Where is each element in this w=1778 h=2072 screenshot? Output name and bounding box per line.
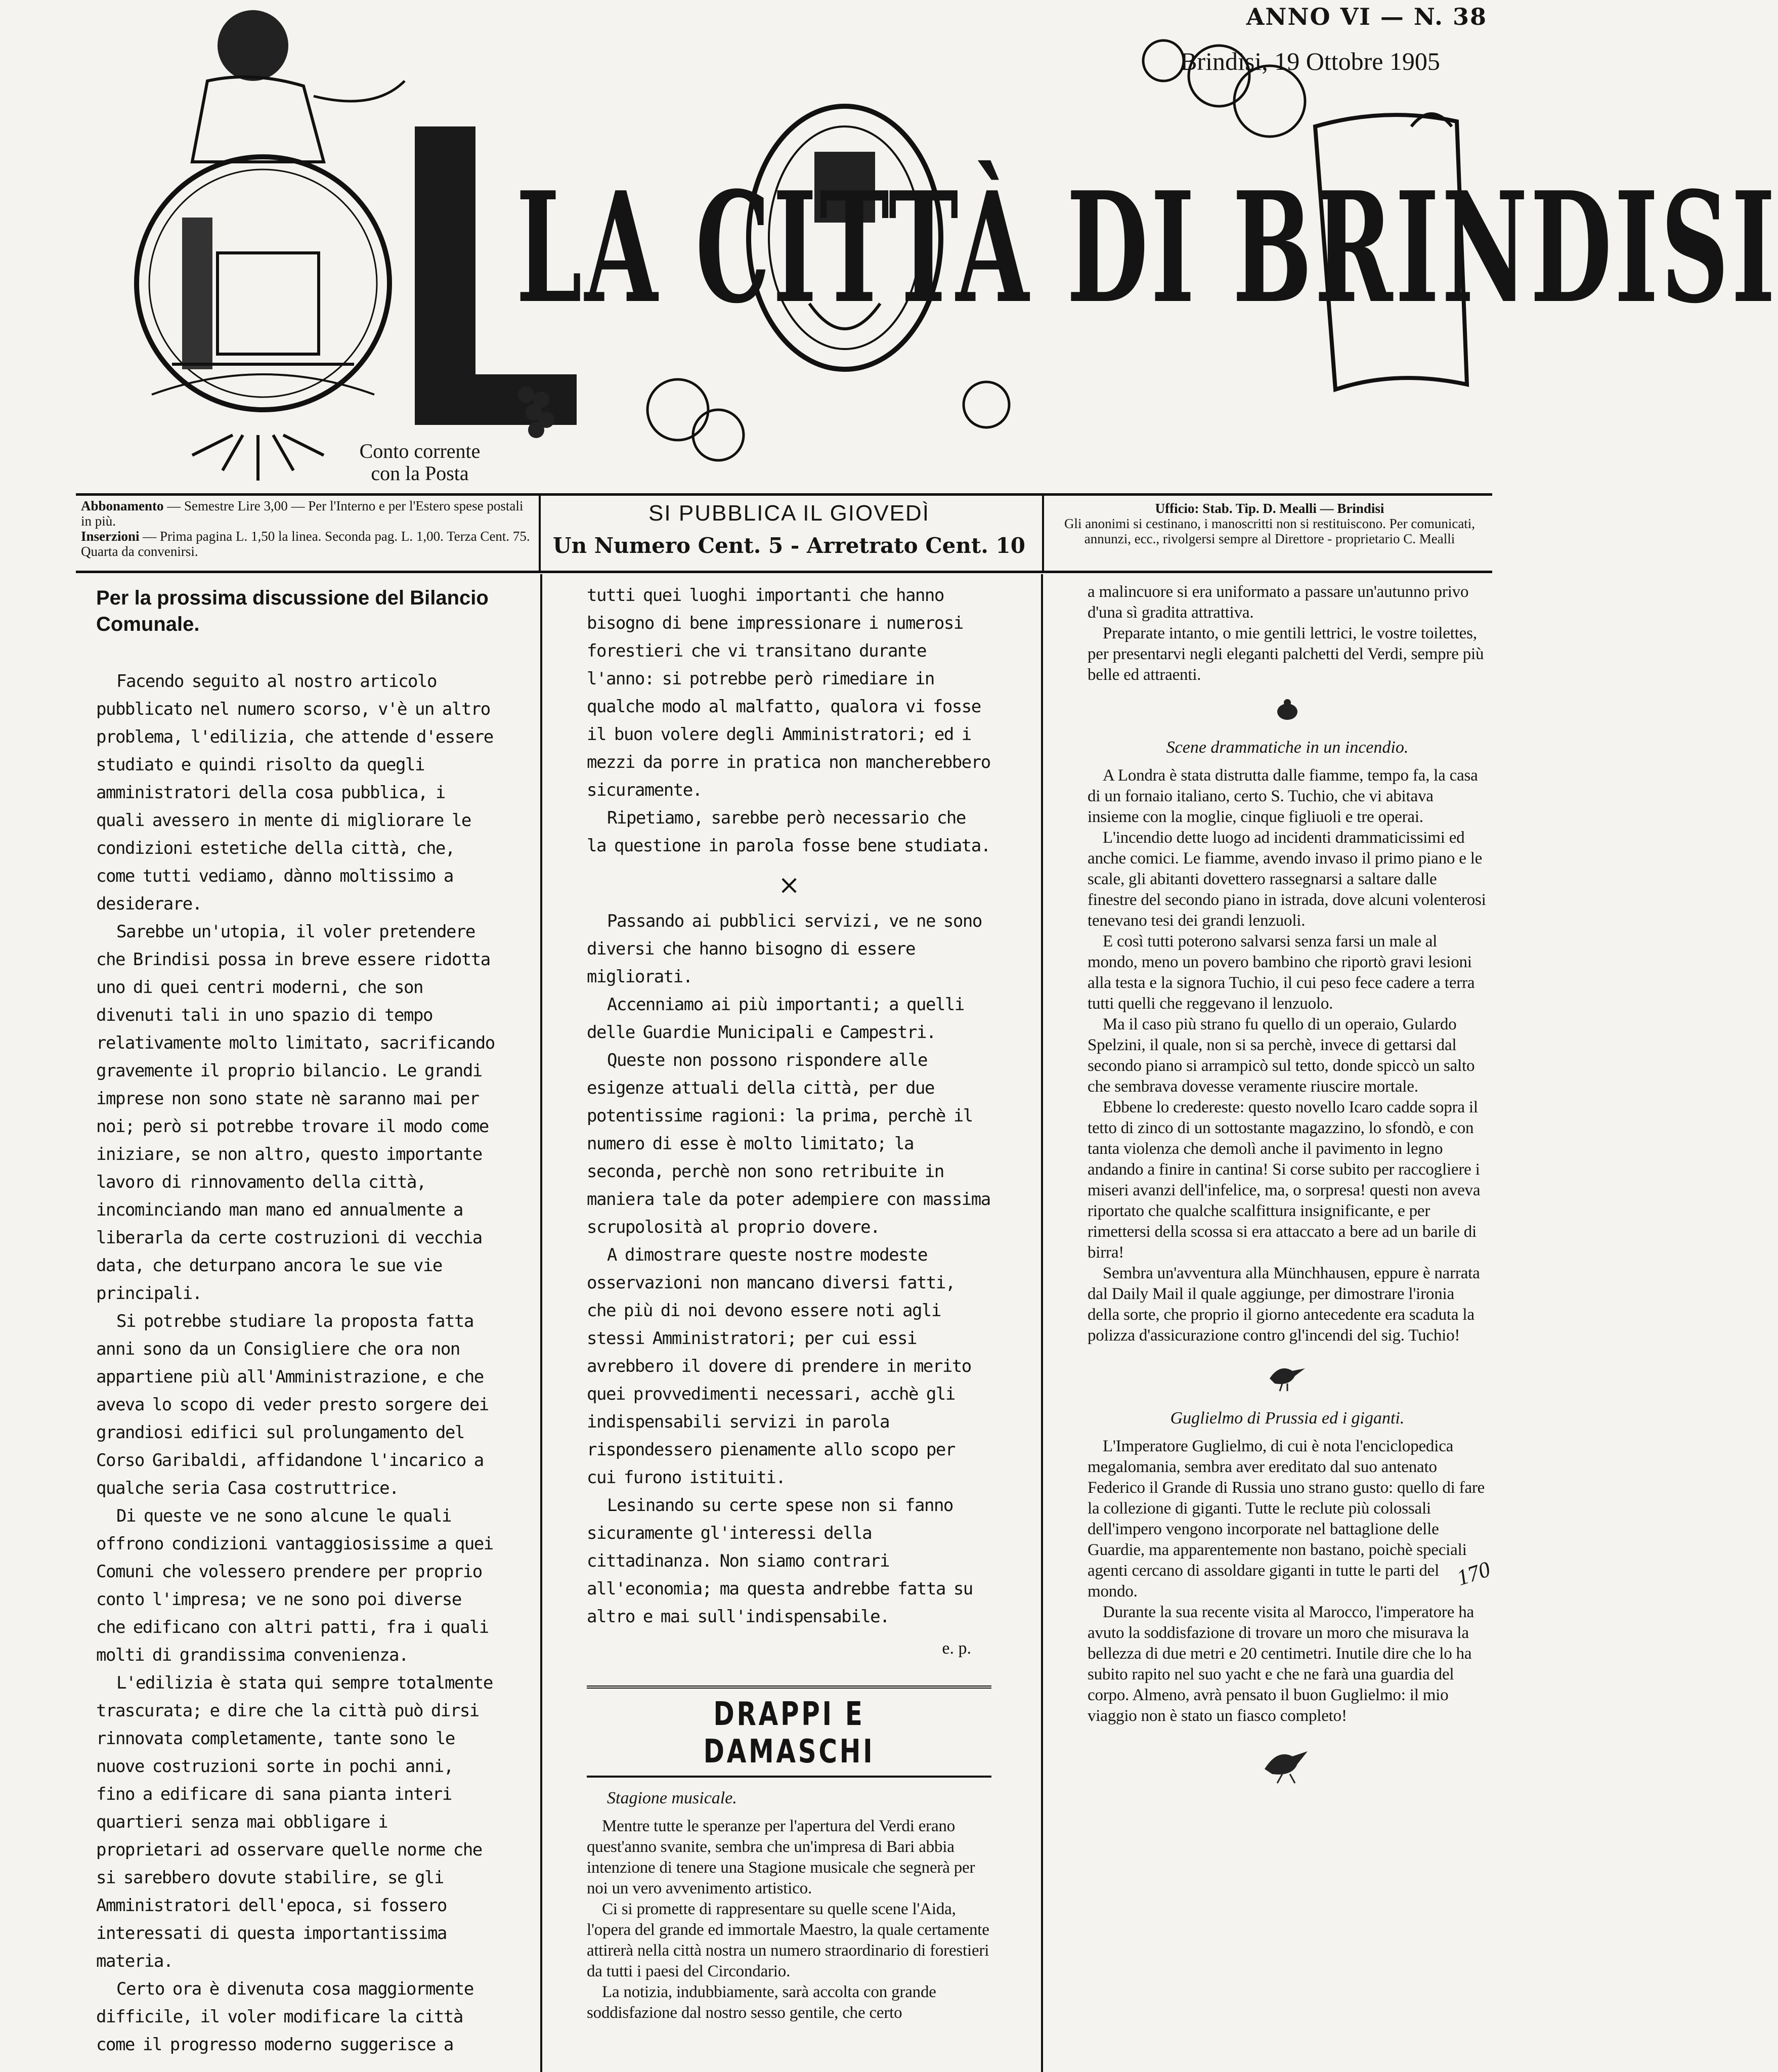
column-2 [587,582,991,2023]
bird-ornament-icon [1088,1358,1487,1396]
column-1 [96,582,496,2059]
section-heading: Guglielmo di Prussia ed i giganti. [1170,1409,1405,1428]
article-paragraph: Durante la sua recente visita al Marocco, l'imperatore ha avuto la soddisfazione di trovare un moro che misurava la bellezza di due metri e 20 centimetri. Inutile dire che lo ha subito rapito nel suo yacht e che ne farà una guardia del corpo. Almeno, avrà pensato il buon Guglielmo: il mio viaggio non è stato un fiasco completo! [1088,1603,1474,1725]
office-line: Ufficio: Stab. Tip. D. Mealli — Brindisi [1155,501,1384,516]
column-3 [1088,582,1487,1798]
section-heading: Scene drammatiche in un incendio. [1166,738,1409,757]
article-paragraph: Lesinando su certe spese non si fanno sicuramente gl'interessi della cittadinanza. Non siamo contrari all'economia; ma questa andrebbe fatta su altro e mai sull'indispensabile. [587,1495,973,1627]
article-paragraph: Di queste ve ne sono alcune le quali offrono condizioni vantaggiosissime a quei Comuni che volessero prendere per proprio conto l'impresa; ve ne sono poi diverse che edificano con altri patti, fra i quali molti di grandissima convenienza. [96,1506,493,1665]
article-paragraph: Ci si promette di rappresentare su quelle scene l'Aida, l'opera del grande ed immortale Maestro, la quale certamente attirerà nella città nostra un numero straordinario di forestieri da tutti i paesi del Circondario. [587,1900,989,1980]
info-divider-left [539,496,541,572]
insertions-text: — Prima pagina L. 1,50 la linea. Seconda pag. L. 1,00. Terza Cent. 75. Quarta da convenirsi. [81,529,530,559]
rubric-title: DRAPPI E DAMASCHI [703,1696,875,1771]
allegorical-figure [192,10,405,162]
subscription-label: Abbonamento [81,498,164,513]
column-rule-2 [1041,574,1043,2072]
article-paragraph: a malincuore si era uniformato a passare un'autunno privo d'una sì gradita attrattiva. [1088,583,1469,622]
newspaper-title: LA CITTÀ DI BRINDISI [516,158,1778,337]
subscription-info [81,498,536,559]
article-paragraph: La notizia, indubbiamente, sarà accolta con grande soddisfazione dal nostro sesso gentile, che certo [587,1983,936,2022]
subscription-text: — Semestre Lire 3,00 — Per l'Interno e per l'Estero spese postali in più. [81,498,524,529]
bottom-rule [76,571,1492,573]
price-line: Un Numero Cent. 5 - Arretrato Cent. 10 [553,533,1025,558]
article-paragraph: L'incendio dette luogo ad incidenti drammaticissimi ed anche comici. Le fiamme, avendo invaso il primo piano e le scale, gli abitanti dovettero rassegnarsi a saltare dalle finestre del secondo piano in istrada, dove alcuni volenterosi tenevano tesi dei grandi lenzuoli. [1088,829,1486,930]
article-paragraph: Sembra un'avventura alla Münchhausen, eppure è narrata dal Daily Mail il quale aggiunge, per dimostrare l'ironia della sorte, che proprio il giorno antecedente era scaduta la polizza d'assicurazione contro gl'incendi del sig. Tuchio! [1088,1264,1480,1345]
editorial-notice: Gli anonimi si cestinano, i manoscritti non si restituiscono. Per comunicati, annunzi, ecc., rivolgersi sempre al Direttore - proprietario C. Mealli [1064,516,1476,546]
info-divider-right [1042,496,1044,572]
article-paragraph: Preparate intanto, o mie gentili lettrici, le vostre toilettes, per presentarvi negli eleganti palchetti del Verdi, sempre più belle ed attraenti. [1088,624,1484,684]
article-paragraph: Passando ai pubblici servizi, ve ne sono diversi che hanno bisogno di essere migliorati. [587,911,982,987]
article-paragraph: E così tutti poterono salvarsi senza farsi un male al mondo, meno un povero bambino che riportò gravi lesioni alla testa e la signora Tuchio, il cui peso fece cadere a terra tutti quelli che reggevano il lenzuolo. [1088,932,1475,1013]
separator-mark: × [778,870,800,900]
article-paragraph: Ebbene lo credereste: questo novello Icaro cadde sopra il tetto di zinco di un sottostante magazzino, lo sfondò, e con tanta violenza che demolì anche il pavimento in legno andando a finire in cantina! Si corse subito per raccogliere i miseri avanzi dell'infelice, ma, o sorpresa! questi non aveva riportato che qualche scalfittura insignificante, e per rimettersi della scossa si era attaccato a bere ad un barile di birra! [1088,1098,1481,1262]
article-paragraph: Facendo seguito al nostro articolo pubblicato nel numero scorso, v'è un altro problema, l'edilizia, che attende d'essere studiato e quindi risolto da quegli amministratori della cosa pubblica, i quali avessero in mente di migliorare le condizioni estetiche della città, che, come tutti vediamo, dànno moltissimo a desiderare. [96,671,493,914]
publication-day: SI PUBBLICA IL GIOVEDÌ [648,501,930,526]
article-paragraph: Certo ora è divenuta cosa maggiormente difficile, il voler modificare la città come il progresso moderno suggerisce a [96,1979,473,2055]
rubric-header [587,1686,991,1778]
article-paragraph: Queste non possono rispondere alle esigenze attuali della città, per due potentissime ragioni: la prima, perchè il numero di esse è molto limitato; la seconda, perchè non sono retribuite in maniera tale da poter adempiere con massima scrupolosità al proprio dovere. [587,1050,990,1237]
office-info [1052,501,1487,546]
insertions-label: Inserzioni [81,529,140,544]
medallion-emblem [137,157,389,410]
article-title: Per la prossima discussione del Bilancio Comunale. [96,587,489,635]
article-paragraph: Ripetiamo, sarebbe però necessario che la questione in parola fosse bene studiata. [587,808,990,856]
article-paragraph: Si potrebbe studiare la proposta fatta anni sono da un Consigliere che ora non appartiene più all'Amministrazione, e che aveva lo scopo di veder presto sorgere dei grandiosi edifici sul prolungamento del Corso Garibaldi, affidandone l'incarico a qualche seria Casa costruttrice. [96,1311,489,1498]
article-paragraph: Accenniamo ai più importanti; a quelli delle Guardie Municipali e Campestri. [587,995,964,1043]
postal-account-note: Conto corrente con la Posta [359,440,481,485]
article-paragraph: A dimostrare queste nostre modeste osservazioni non mancano diversi fatti, che più di noi devono essere noti agli stessi Amministratori; per cui essi avrebbero il dovere di prendere in merito quei provvedimenti necessari, acchè gli indispensabili servizi in parola rispondessero pienamente allo scopo per cui furono istituiti. [587,1245,971,1488]
sunburst [192,435,324,481]
article-paragraph: A Londra è stata distrutta dalle fiamme, tempo fa, la casa di un fornaio italiano, certo S. Tuchio, che vi abitava insieme con la moglie, cinque figliuoli e tre operai. [1088,766,1478,826]
article-paragraph: Sarebbe un'utopia, il voler pretendere che Brindisi possa in breve essere ridotta uno di quei centri moderni, che son divenuti tali in uno spazio di tempo relativamente molto limitato, sacrificando gravemente il proprio bilancio. Le grandi imprese non sono state nè saranno mai per noi; però si potrebbe trovare il modo come iniziare, se non altro, questo importante lavoro di rinnovamento della città, incominciando man mano ed annualmente a liberarla da certe costruzioni di vecchia data, che deturpano ancora le sue vie principali. [96,922,495,1304]
issue-number: ANNO VI — N. 38 [1246,3,1487,30]
article-paragraph: Mentre tutte le speranze per l'apertura del Verdi erano quest'anno svanite, sembra che un'impresa di Bari abbia intenzione di tenere una Stagione musicale che segnerà per noi un vero avvenimento artistico. [587,1817,975,1897]
article-paragraph: Ma il caso più strano fu quello di un operaio, Gulardo Spelzini, il quale, non si sa perchè, invece di gettarsi dal secondo piano si arrampicò sul tetto, donde spiccò un salto che sembrava dovesse veramente riuscire mortale. [1088,1015,1475,1096]
handwritten-page-number: 170 [1454,1557,1493,1590]
dateline: Brindisi, 19 Ottobre 1905 [1180,47,1440,75]
crow-ornament-icon [1088,1739,1487,1786]
ladybug-ornament-icon [1088,698,1487,725]
article-signature: e. p. [942,1639,971,1658]
section-heading: Stagione musicale. [607,1789,737,1807]
publication-info [546,501,1032,558]
top-rule [76,493,1492,496]
column-rule-1 [540,574,542,2072]
article-paragraph: L'edilizia è stata qui sempre totalmente trascurata; e dire che la città può dirsi rinnovata completamente, tante sono le nuove costruzioni sorte in pochi anni, fino a edificare di sana pianta interi quartieri senza mai obbligare i proprietari ad osservare quelle norme che si sarebbero dovute stabilire, se gli Amministratori dell'epoca, si fossero interessati di questa importantissima materia. [96,1673,493,1971]
article-paragraph: tutti quei luoghi importanti che hanno bisogno di bene impressionare i numerosi forestieri che vi transitano durante l'anno: si potrebbe però rimediare in qualche modo al malfatto, qualora vi fosse il buon volere degli Amministratori; ed i mezzi da porre in pratica non mancherebbero sicuramente. [587,585,990,800]
article-paragraph: L'Imperatore Guglielmo, di cui è nota l'enciclopedica megalomania, sembra aver ereditato dal suo antenato Federico il Grande di Russia uno strano gusto: quello di fare la collezione di giganti. Tutte le reclute più colossali dell'impero vengono incorporate nel battaglione delle Guardie, ma apparentemente non bastano, poichè speciali agenti cercano di assoldare giganti in tutte le parti del mondo. [1088,1437,1485,1601]
